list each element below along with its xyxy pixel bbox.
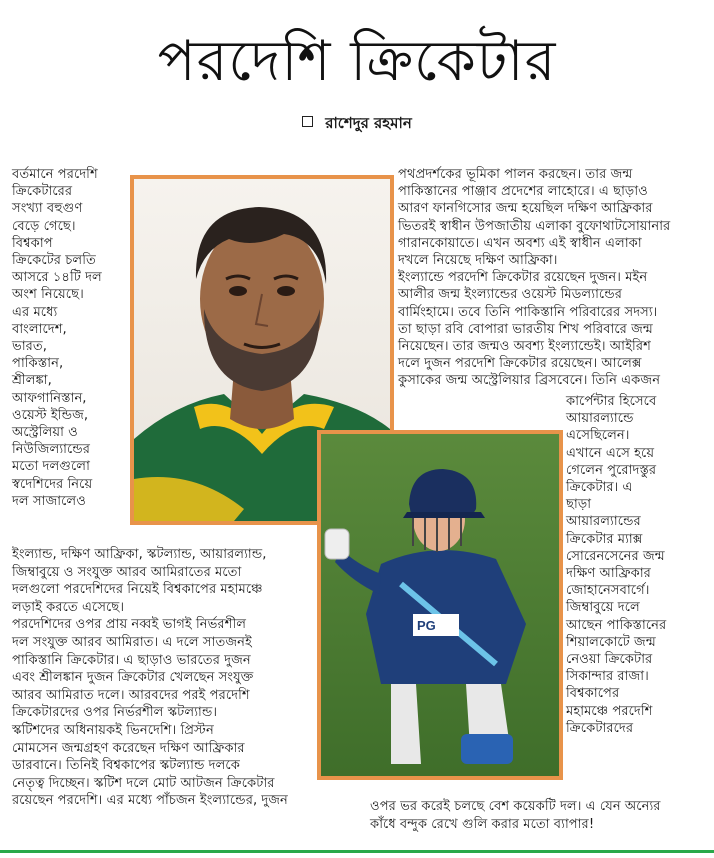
article-line: বার্মিংহামে। তবে তিনি পাকিস্তানি পরিবারের সদস্য। [398,304,658,320]
article-line: এর মধ্যে [12,304,58,320]
article-line: আরণ ফানগিসোর জন্ম হয়েছিল দক্ষিণ আফ্রিকার [398,201,653,217]
article-line: মহামঞ্চে পরদেশি [566,703,653,719]
article-line: ভিতরই স্বাধীন উপজাতীয় এলাকা বুফোথাটসোয়ানার [398,218,671,234]
photo-2-image [321,434,559,776]
photo-cricketer-2 [317,430,563,780]
byline [0,112,714,137]
article-line: গারানকোয়াতে। এখন অবশ্য এই স্বাধীন এলাকা [398,235,642,251]
bottom-rule [0,850,714,853]
article-line: মোমসেন জন্মগ্রহণ করেছেন দক্ষিণ আফ্রিকার [12,740,245,756]
article-line: দল সাজালেও [12,493,86,509]
article-line: মতো দলগুলো [12,459,90,475]
article-line: ক্রিকেটারদের [566,720,634,736]
article-line: পরদেশিদের ওপর প্রায় নব্বই ভাগই নির্ভরশীল [12,617,247,633]
article-line: রয়েছেন পরদেশি। এর মধ্যে পাঁচজন ইংল্যান্ডের, দুজন [12,793,288,809]
article-line: ভারত, [12,339,47,354]
article-line: ডারবানে। তিনিই বিশ্বকাপের স্কটল্যান্ড দলকে [12,758,240,774]
article-line: শ্রীলঙ্কা, [12,373,52,389]
article-line: লড়াই করতে এসেছে। [12,599,125,615]
article-line: ওপর ভর করেই চলছে বেশ কয়েকটি দল। এ যেন অন্যের [370,799,661,814]
article-line: কার্পেন্টার হিসেবে [566,394,657,409]
article-line: স্বদেশিদের নিয়ে [12,476,93,492]
article-line: এবং শ্রীলঙ্কান দুজন ক্রিকেটার খেলছেন সংযুক্ত [12,670,254,686]
article-line: কাঁধে বন্দুক রেখে গুলি করার মতো ব্যাপার! [370,817,595,832]
article-line: পথপ্রদর্শকের ভূমিকা পালন করছেন। তার জন্ম [398,167,633,182]
article-line: স্কটিশদের অধিনায়কই ভিনদেশি। প্রিস্টন [12,723,214,738]
article-line: বিশ্বকাপ [12,235,53,251]
article-line: দলগুলো পরদেশিদের নিয়েই বিশ্বকাপের মহামঞ্চে [12,582,263,598]
article-line: নিউজিল্যান্ডের [12,442,91,458]
article-line: শিয়ালকোটে জন্ম [566,634,656,650]
article-line: আলীর জন্ম ইংল্যান্ডের ওয়েস্ট মিডল্যান্ডের [398,287,622,303]
article-line: জিম্বাবুয়ে ও সংযুক্ত আরব আমিরাতের মতো [12,564,242,580]
article-line: সোরেনসেনের জন্ম [566,548,665,564]
article-line: জিম্বাবুয়ে দলে [566,600,640,616]
article-line: নেওয়া ক্রিকেটার [566,652,653,667]
article-line: কুসাকের জন্ম অস্ট্রেলিয়ার ব্রিসবেনে। তিনি একজন [398,373,661,389]
article-line: ওয়েস্ট ইন্ডিজ, [12,407,89,423]
article-line: গেলেন পুরোদস্তুর [566,462,657,478]
article-line: এসেছিলেন। [566,428,630,444]
article-line: ইংল্যান্ডে পরদেশি ক্রিকেটার রয়েছেন দুজন। মইন [398,270,648,286]
article-line: ক্রিকেটারের [12,184,73,200]
article-line: ক্রিকেটারদের ওপর নির্ভরশীল স্কটল্যান্ড। [12,705,218,721]
article-line: দল সংযুক্ত আরব আমিরাত। এ দলে সাতজনই [12,635,252,650]
article-line: আসরে ১৪টি দল [12,270,102,286]
article-line: দখলে নিয়েছে দক্ষিণ আফ্রিকা। [398,253,558,268]
article-line: তা ছাড়া রবি বোপারা ভারতীয় শিখ পরিবারে জন্ম [398,321,653,337]
article-line: সিকান্দার রাজা। [566,669,649,685]
article-line: নেতৃত্ব দিচ্ছেন। স্কটিশ দলে মোট আটজন ক্রিকেটার [12,775,275,791]
article-line: জোহানেসবার্গে। [566,583,650,599]
article-line: দলে দুজন পরদেশি ক্রিকেটার রয়েছেন। আলেক্স [398,356,642,372]
article-line: ইংল্যান্ড, দক্ষিণ আফ্রিকা, স্কটল্যান্ড, আয়ারল্যান্ড, [12,547,267,562]
article-line: অংশ নিয়েছে। [12,287,84,303]
byline-text: রাশেদুর রহমান [325,114,412,132]
article-line: আরব আমিরাত দলে। আরবদের পরই পরদেশি [12,687,250,703]
article-line: ক্রিকেটের চলতি [12,253,96,268]
bullet-square-icon [302,116,313,127]
article-line: বেড়ে গেছে। [12,218,76,234]
article-line: আয়ারল্যান্ডের [566,514,641,530]
article-line: নিয়েছেন। তার জন্মও অবশ্য ইংল্যান্ডেই। আইরিশ [398,339,651,354]
article-line: বিশ্বকাপের [566,686,620,702]
article-line: ক্রিকেটার ম্যাক্স [566,531,643,547]
article-line: দক্ষিণ আফ্রিকার [566,566,651,581]
article-line: ক্রিকেটার। এ [566,480,633,495]
article-line: আয়ারল্যান্ডে [566,411,634,427]
article-line: পাকিস্তান, [12,356,64,372]
article-line: সংখ্যা বহুগুণ [12,201,83,217]
article-line: ছাড়া [566,497,592,513]
article-line: অস্ট্রেলিয়া ও [12,425,78,440]
sponsor-text: PG [417,618,436,633]
article-line: আছেন পাকিস্তানের [566,617,667,633]
article-line: বর্তমানে পরদেশি [12,167,98,182]
article-line: আফগানিস্তান, [12,390,87,406]
article-line: এখানে এসে হয়ে [566,445,655,461]
article-line: পাকিস্তানি ক্রিকেটার। এ ছাড়াও ভারতের দুজন [12,652,251,668]
article-line: বাংলাদেশ, [12,321,67,337]
headline: পরদেশি ক্রিকেটার [157,29,557,94]
article-line: পাকিস্তানের পাঞ্জাব প্রদেশের লাহোরে। এ ছাড়াও [398,184,648,200]
